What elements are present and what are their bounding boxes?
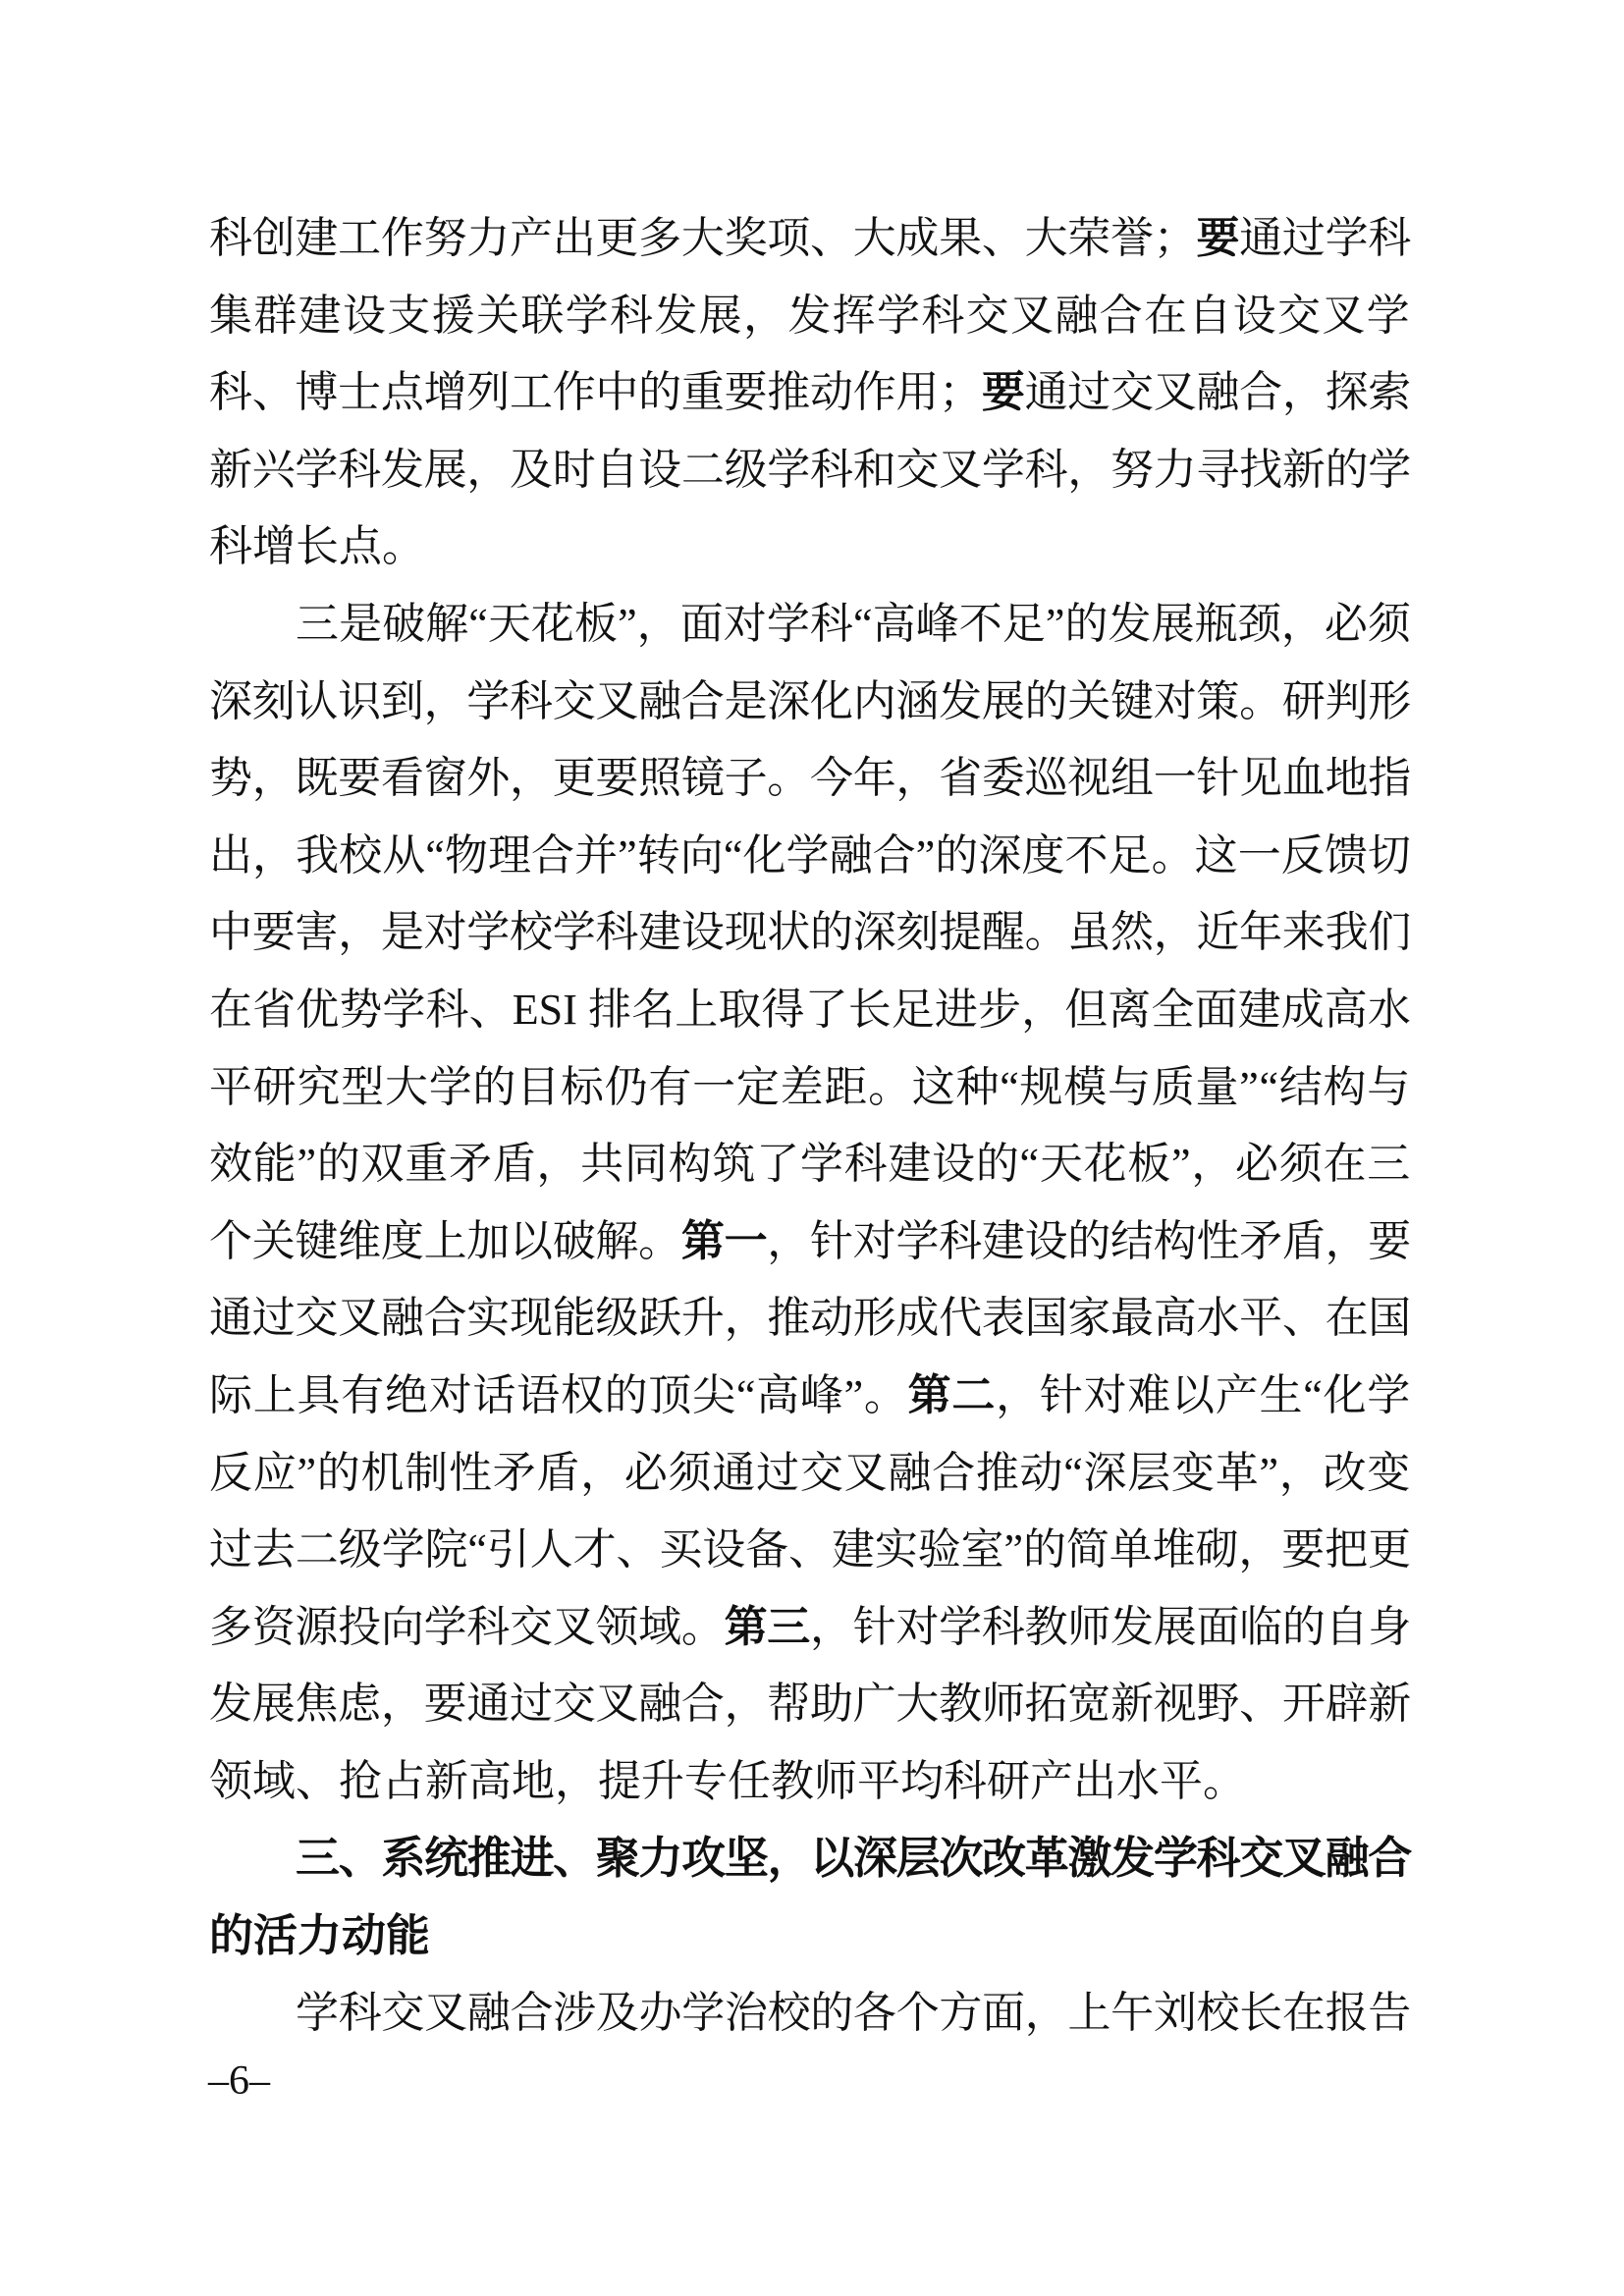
text-segment: 通过学科: [1239, 214, 1412, 262]
text-segment: 效能”的双重矛盾，共同构筑了学科建设的“天花板”，必须在三: [209, 1140, 1411, 1189]
text-line: [209, 664, 1411, 741]
bold-emphasis: 第一: [680, 1216, 768, 1265]
text-segment: 势，既要看窗外，更要照镜子。今年，省委巡视组一针见血地指: [209, 754, 1411, 803]
text-segment: 深刻认识到，学科交叉融合是深化内涵发展的关键对策。研判形: [209, 676, 1411, 725]
text-segment: 三、系统推进、聚力攻坚，以深层次改革激发学科交叉融合: [296, 1833, 1411, 1884]
page-number: –6–: [208, 2058, 270, 2104]
text-segment: 三是破解“天花板”，面对学科“高峰不足”的发展瓶颈，必须: [296, 599, 1411, 648]
text-line: [209, 1126, 1411, 1203]
first-line-indent: [209, 2026, 296, 2027]
first-line-indent: [209, 1872, 296, 1873]
text-line: [209, 432, 1411, 509]
text-line: [209, 1512, 1411, 1589]
text-line: [209, 740, 1411, 818]
text-line: [209, 1049, 1411, 1127]
paragraph-1: [209, 200, 1411, 586]
text-line: [209, 586, 1411, 664]
text-segment: 科增长点。: [209, 522, 425, 571]
text-segment: 多资源投向学科交叉领域。: [209, 1602, 725, 1651]
text-line: [209, 278, 1411, 355]
text-line: [209, 1666, 1411, 1743]
document-content: [209, 200, 1411, 2052]
text-segment: 过去二级学院“引人才、买设备、建实验室”的简单堆砌，要把更: [209, 1525, 1411, 1575]
text-line: [209, 818, 1411, 895]
text-segment: ，针对学科建设的结构性矛盾，要: [767, 1216, 1412, 1265]
text-line: [209, 508, 1411, 586]
text-line: [209, 1897, 1411, 1975]
text-segment: 个关键维度上加以破解。: [209, 1216, 681, 1265]
text-line: [209, 894, 1411, 972]
paragraph-3: [209, 1975, 1411, 2053]
text-segment: ，针对难以产生“化学: [996, 1370, 1412, 1419]
text-segment: 发展焦虑，要通过交叉融合，帮助广大教师拓宽新视野、开辟新: [209, 1680, 1411, 1729]
text-line: [209, 1203, 1411, 1281]
text-segment: 科创建工作努力产出更多大奖项、大成果、大荣誉；: [209, 214, 1197, 262]
text-line: [209, 1358, 1411, 1435]
text-segment: 中要害，是对学校学科建设现状的深刻提醒。虽然，近年来我们: [209, 908, 1411, 957]
text-line: [209, 1820, 1411, 1897]
text-segment: 科、博士点增列工作中的重要推动作用；: [209, 368, 982, 417]
text-line: [209, 1435, 1411, 1513]
text-segment: 通过交叉融合，探索: [1024, 368, 1412, 417]
bold-emphasis: 要: [1196, 214, 1240, 262]
text-segment: 学科交叉融合涉及办学治校的各个方面，上午刘校长在报告: [296, 1988, 1411, 2037]
bold-emphasis: 第二: [907, 1370, 997, 1419]
text-segment: 在省优势学科、ESI 排名上取得了长足进步，但离全面建成高水: [209, 985, 1411, 1034]
text-segment: 新兴学科发展，及时自设二级学科和交叉学科，努力寻找新的学: [209, 445, 1411, 494]
text-line: [209, 354, 1411, 432]
text-segment: 际上具有绝对话语权的顶尖“高峰”。: [209, 1370, 908, 1419]
text-segment: 领域、抢占新高地，提升专任教师平均科研产出水平。: [209, 1756, 1246, 1805]
text-segment: 的活力动能: [209, 1910, 431, 1961]
first-line-indent: [209, 637, 296, 638]
text-line: [209, 1975, 1411, 2053]
text-line: [209, 200, 1411, 278]
text-segment: 集群建设支援关联学科发展，发挥学科交叉融合在自设交叉学: [209, 291, 1411, 340]
bold-emphasis: 第三: [724, 1602, 811, 1651]
paragraph-2: [209, 586, 1411, 1821]
text-segment: 通过交叉融合实现能级跃升，推动形成代表国家最高水平、在国: [209, 1294, 1411, 1343]
text-segment: 平研究型大学的目标仍有一定差距。这种“规模与质量”“结构与: [209, 1062, 1411, 1111]
text-line: [209, 972, 1411, 1049]
text-segment: 出，我校从“物理合并”转向“化学融合”的深度不足。这一反馈切: [209, 830, 1411, 880]
text-segment: 反应”的机制性矛盾，必须通过交叉融合推动“深层变革”，改变: [209, 1448, 1411, 1497]
section-heading: [209, 1820, 1411, 1974]
text-line: [209, 1589, 1411, 1667]
bold-emphasis: 要: [981, 368, 1025, 417]
text-line: [209, 1280, 1411, 1358]
text-line: [209, 1743, 1411, 1821]
text-segment: ，针对学科教师发展面临的自身: [810, 1602, 1412, 1651]
